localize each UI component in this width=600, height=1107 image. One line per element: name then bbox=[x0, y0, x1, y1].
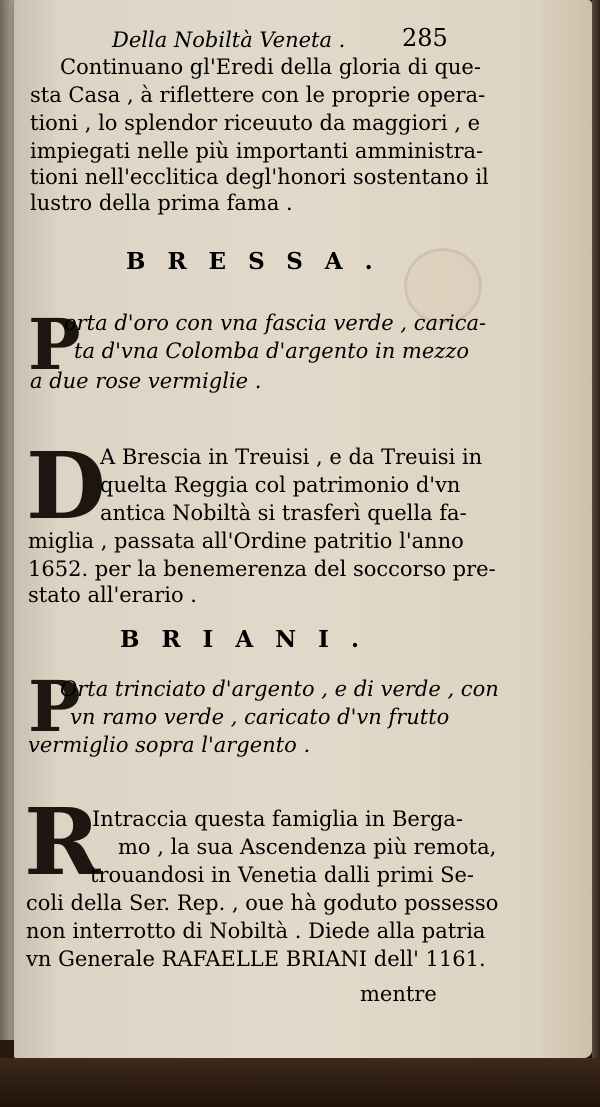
catchword: mentre bbox=[360, 982, 437, 1006]
table-surface bbox=[0, 1058, 600, 1107]
arms-line: ta d'vna Colomba d'argento in mezzo bbox=[74, 339, 470, 363]
intro-line: Continuano gl'Eredi della gloria di que- bbox=[60, 55, 481, 79]
text-line: coli della Ser. Rep. , oue hà goduto possesso bbox=[26, 891, 499, 915]
text-line: A Brescia in Treuisi , e da Treuisi in bbox=[100, 445, 483, 469]
text-line: Intraccia questa famiglia in Berga- bbox=[92, 807, 463, 831]
section-heading-bressa: BRESSA. bbox=[126, 248, 395, 275]
text-line: mo , la sua Ascendenza più remota, bbox=[118, 835, 497, 859]
intro-line: sta Casa , à riflettere con le proprie opera- bbox=[30, 83, 486, 107]
text-line: non interrotto di Nobiltà . Diede alla patria bbox=[26, 919, 486, 943]
arms-line: vn ramo verde , caricato d'vn frutto bbox=[70, 705, 450, 729]
dropcap-arms-briani: P bbox=[28, 665, 81, 748]
arms-line: a due rose vermiglie . bbox=[30, 369, 262, 393]
intro-line: lustro della prima fama . bbox=[30, 191, 293, 215]
text-line: trouandosi in Venetia dalli primi Se- bbox=[90, 863, 475, 887]
intro-line: tioni , lo splendor riceuuto da maggiori , e bbox=[30, 111, 481, 135]
dropcap-arms-bressa: P bbox=[28, 303, 81, 386]
intro-line: tioni nell'ecclitica degl'honori sostentano il bbox=[30, 165, 489, 189]
text-line: 1652. per la benemerenza del soccorso pre- bbox=[28, 557, 496, 581]
text-line: miglia , passata all'Ordine patritio l'anno bbox=[28, 529, 464, 553]
intro-line: impiegati nelle più importanti amministra- bbox=[30, 139, 484, 163]
dropcap-text-briani: R bbox=[24, 788, 101, 896]
arms-line: orta d'oro con vna fascia verde , carica- bbox=[64, 311, 487, 335]
running-title: Della Nobiltà Veneta . bbox=[112, 28, 346, 52]
section-heading-briani: BRIANI. bbox=[120, 626, 381, 653]
arms-line: vermiglio sopra l'argento . bbox=[28, 733, 311, 757]
page-number: 285 bbox=[402, 24, 448, 52]
dropcap-text-bressa: D bbox=[26, 432, 106, 540]
book-right-edge bbox=[592, 0, 600, 1070]
text-line: vn Generale RAFAELLE BRIANI dell' 1161. bbox=[26, 947, 486, 971]
text-line: quelta Reggia col patrimonio d'vn bbox=[100, 473, 461, 497]
text-line: stato all'erario . bbox=[28, 583, 197, 607]
text-line: antica Nobiltà si trasferì quella fa- bbox=[100, 501, 467, 525]
arms-line: Orta trinciato d'argento , e di verde , con bbox=[60, 677, 499, 701]
